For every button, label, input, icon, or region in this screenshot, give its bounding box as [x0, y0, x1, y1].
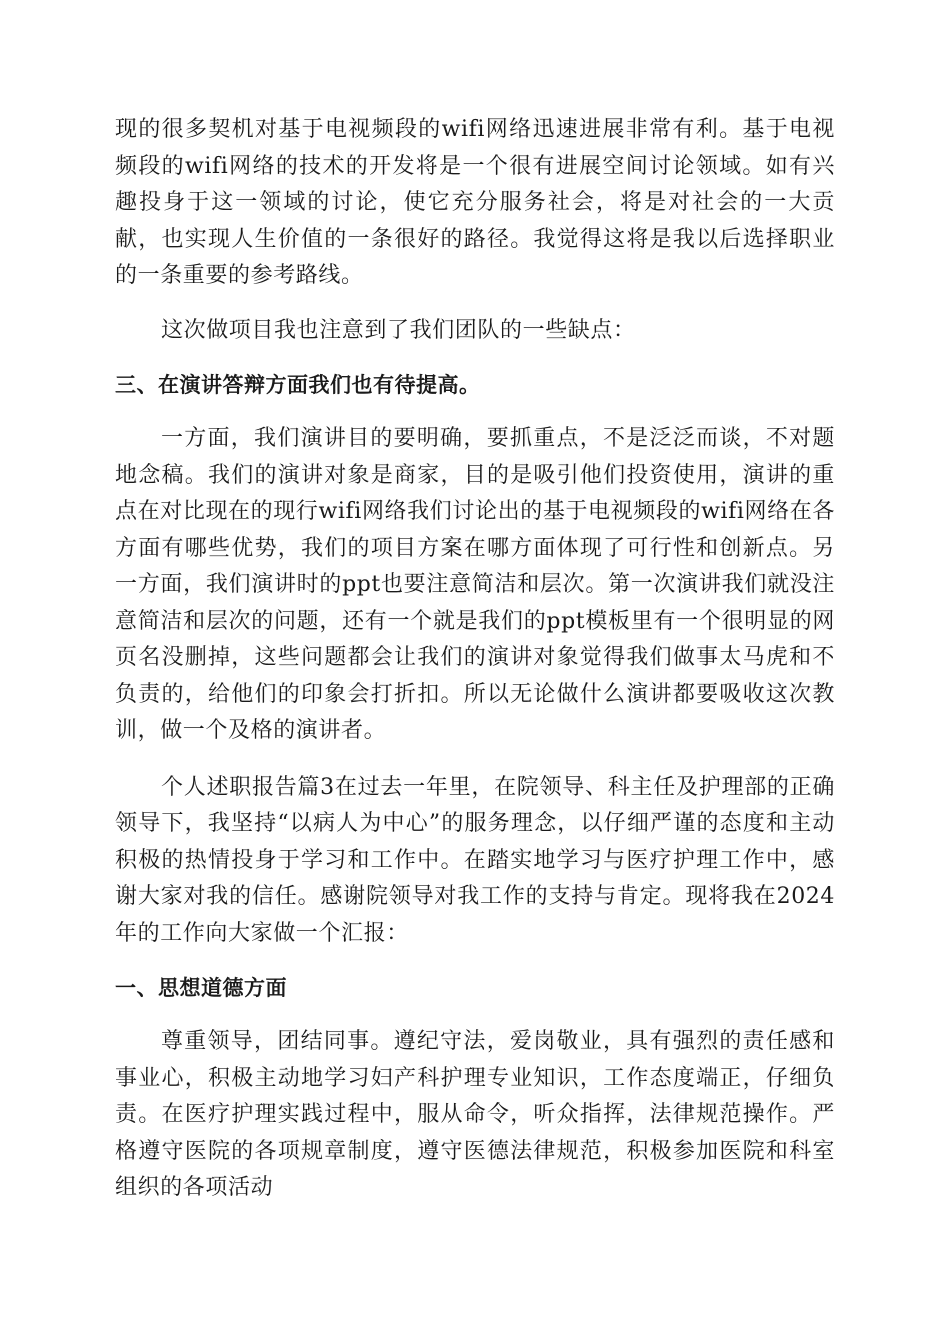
paragraph-morality: 尊重领导，团结同事。遵纪守法，爱岗敬业，具有强烈的责任感和事业心，积极主动地学习妇产科护理专业知识，工作态度端正，仔细负责。在医疗护理实践过程中，服从命令，听众指挥，法律规范操作。严格遵守医院的各项规章制度，遵守医德法律规范，积极参加医院和科室组织的各项活动 — [115, 1029, 835, 1200]
section-heading-presentation: 三、在演讲答辩方面我们也有待提高。 — [115, 373, 481, 397]
paragraph-presentation: 一方面，我们演讲目的要明确，要抓重点，不是泛泛而谈，不对题地念稿。我们的演讲对象是商家，目的是吸引他们投资使用，演讲的重点在对比现在的现行wifi网络我们讨论出的基于电视频段的wifi网络在各方面有哪些优势，我们的项目方案在哪方面体现了可行性和创新点。另一方面，我们演讲时的ppt也要注意简洁和层次。第一次演讲我们就没注意简洁和层次的问题，还有一个就是我们的ppt模板里有一个很明显的网页名没删掉，这些问题都会让我们的演讲对象觉得我们做事太马虎和不负责的，给他们的印象会打折扣。所以无论做什么演讲都要吸收这次教训，做一个及格的演讲者。 — [115, 426, 835, 743]
section-heading-morality: 一、思想道德方面 — [115, 976, 287, 1000]
document-page — [115, 112, 835, 1207]
paragraph-continuation: 现的很多契机对基于电视频段的wifi网络迅速进展非常有利。基于电视频段的wifi网络的技术的开发将是一个很有进展空间讨论领域。如有兴趣投身于这一领域的讨论，使它充分服务社会，将是对社会的一大贡献，也实现人生价值的一条很好的路径。我觉得这将是我以后选择职业的一条重要的参考路线。 — [115, 117, 835, 288]
paragraph-report-intro: 个人述职报告篇3在过去一年里，在院领导、科主任及护理部的正确领导下，我坚持“以病人为中心”的服务理念，以仔细严谨的态度和主动积极的热情投身于学习和工作中。在踏实地学习与医疗护理工作中，感谢大家对我的信任。感谢院领导对我工作的支持与肯定。现将我在2024年的工作向大家做一个汇报： — [115, 774, 835, 946]
paragraph-team-shortcomings: 这次做项目我也注意到了我们团队的一些缺点： — [161, 317, 636, 343]
